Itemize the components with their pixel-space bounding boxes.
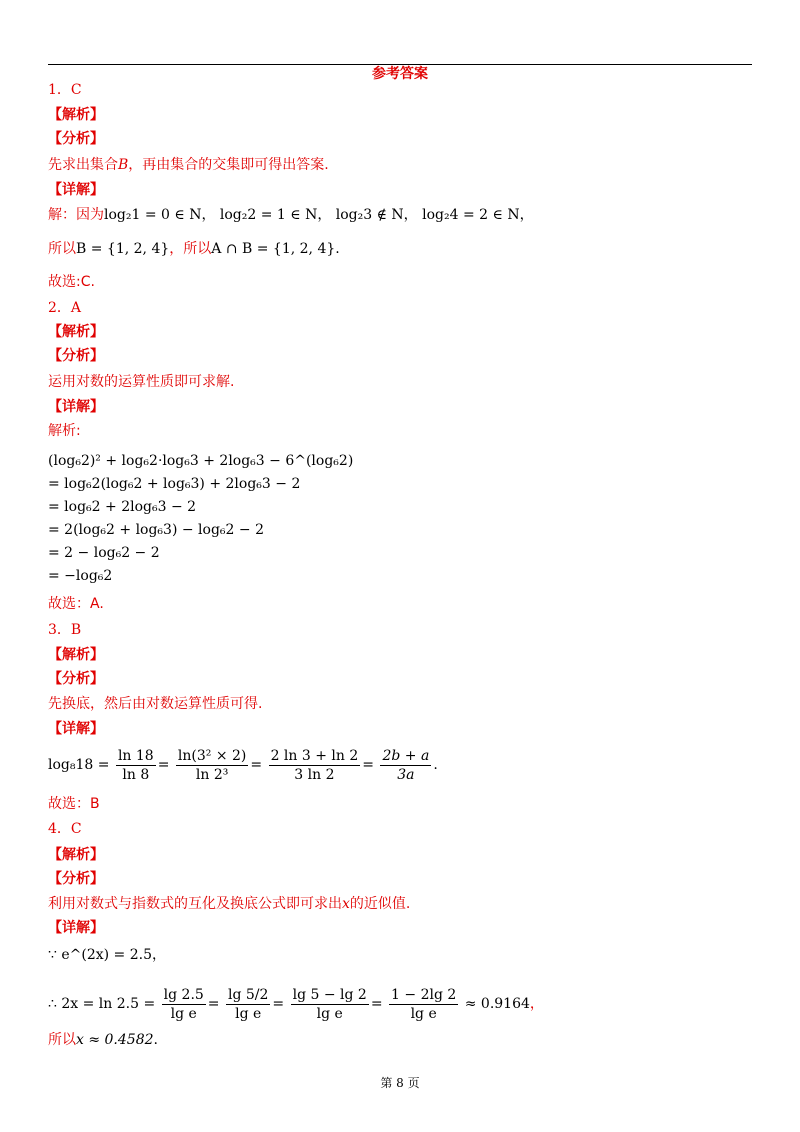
- q1-fenxi: 【分析】: [48, 131, 104, 147]
- q1-xiangjie: 【详解】: [48, 182, 104, 198]
- q4-frac-1: $\frac{\lg 2.5}{\text{lg e}}$: [163, 986, 204, 1022]
- page-title: 参考答案: [372, 66, 428, 82]
- q3-frac-4: $\frac{2b + a}{3a}$: [382, 747, 430, 783]
- q3-xiangjie: 【详解】: [48, 721, 104, 737]
- q1-answer: 故选:C.: [48, 274, 95, 290]
- q2-jiexi: 【解析】: [48, 324, 104, 340]
- q4-jiexi: 【解析】: [48, 847, 104, 863]
- q2-step-3: = log₆2 + 2log₆3 − 2: [48, 499, 197, 515]
- q3-frac-2: $\frac{\text{ln(3² × 2)}}{\text{ln 2³}}$: [177, 747, 247, 783]
- q2-step-5: = 2 − log₆2 − 2: [48, 545, 160, 561]
- q1-solution-math: log₂1 = 0 ∈ N， log₂2 = 1 ∈ N， log₂3 ∉ N， log₂4 = 2 ∈ N，: [104, 207, 534, 223]
- q4-frac-3: $\frac{\lg 5 - \lg 2}{\text{lg e}}$: [292, 986, 367, 1022]
- q2-jiexi-label: 解析:: [48, 423, 81, 439]
- q2-step-1: (log₆2)² + log₆2·log₆3 + 2log₆3 − 6^(log₆2): [48, 453, 354, 469]
- page-footer: 第 8 页: [380, 1076, 420, 1090]
- q2-step-6: = −log₆2: [48, 568, 113, 584]
- q3-frac-1: $\frac{\ln 18}{\ln 8}$: [117, 747, 154, 783]
- q3-fenxi: 【分析】: [48, 671, 104, 687]
- q2-analysis: 运用对数的运算性质即可求解.: [48, 374, 235, 390]
- q4-equation: ∴ 2x = ln 2.5 = $\frac{\lg 2.5}{\text{lg e}}$ = $\frac{\lg 5/2}{\text{lg e}}$ = $\frac{\lg 5 - \lg 2}{\text{lg e}}$ = $\frac{1 - 2\lg 2}{\text{lg e}}$ ≈ 0.9164，: [48, 986, 544, 1022]
- q1-jiexi: 【解析】: [48, 107, 104, 123]
- q4-xiangjie: 【详解】: [48, 920, 104, 936]
- q1-head: 1．C: [48, 82, 82, 98]
- q3-head: 3．B: [48, 622, 82, 638]
- q4-analysis: 利用对数式与指数式的互化及换底公式即可求出x的近似值.: [48, 896, 411, 912]
- q3-frac-3: $\frac{2 \ln 3 + \ln 2}{3 \ln 2}$: [270, 747, 359, 783]
- q2-step-2: = log₆2(log₆2 + log₆3) + 2log₆3 − 2: [48, 476, 301, 492]
- q4-given: ∵ e^(2x) = 2.5，: [48, 947, 166, 963]
- q1-conclusion: 所以B = {1, 2, 4}，所以A ∩ B = {1, 2, 4}.: [48, 241, 340, 257]
- q4-head: 4．C: [48, 821, 82, 837]
- q1-analysis: 先求出集合B，再由集合的交集即可得出答案.: [48, 157, 329, 173]
- q4-frac-4: $\frac{1 - 2\lg 2}{\text{lg e}}$: [391, 986, 457, 1022]
- q3-answer: 故选：B: [48, 796, 100, 812]
- q2-fenxi: 【分析】: [48, 348, 104, 364]
- q3-equation: log₈18 = $\frac{\ln 18}{\ln 8}$ = $\frac{\text{ln(3² × 2)}}{\text{ln 2³}}$ = $\frac{2 \ln 3 + \ln 2}{3 \ln 2}$ = $\frac{2b + a}{3a}$ .: [48, 747, 438, 783]
- q2-answer: 故选：A.: [48, 596, 104, 612]
- q4-fenxi: 【分析】: [48, 871, 104, 887]
- q2-head: 2．A: [48, 300, 82, 316]
- q2-step-4: = 2(log₆2 + log₆3) − log₆2 − 2: [48, 522, 264, 538]
- q2-xiangjie: 【详解】: [48, 399, 104, 415]
- q3-analysis: 先换底，然后由对数运算性质可得.: [48, 696, 263, 712]
- q3-jiexi: 【解析】: [48, 647, 104, 663]
- q4-final: 所以x ≈ 0.4582.: [48, 1032, 158, 1048]
- q1-solution: 解：因为log₂1 = 0 ∈ N， log₂2 = 1 ∈ N， log₂3 ∉ N， log₂4 = 2 ∈ N，: [48, 207, 534, 223]
- q4-frac-2: $\frac{\lg 5/2}{\text{lg e}}$: [227, 986, 269, 1022]
